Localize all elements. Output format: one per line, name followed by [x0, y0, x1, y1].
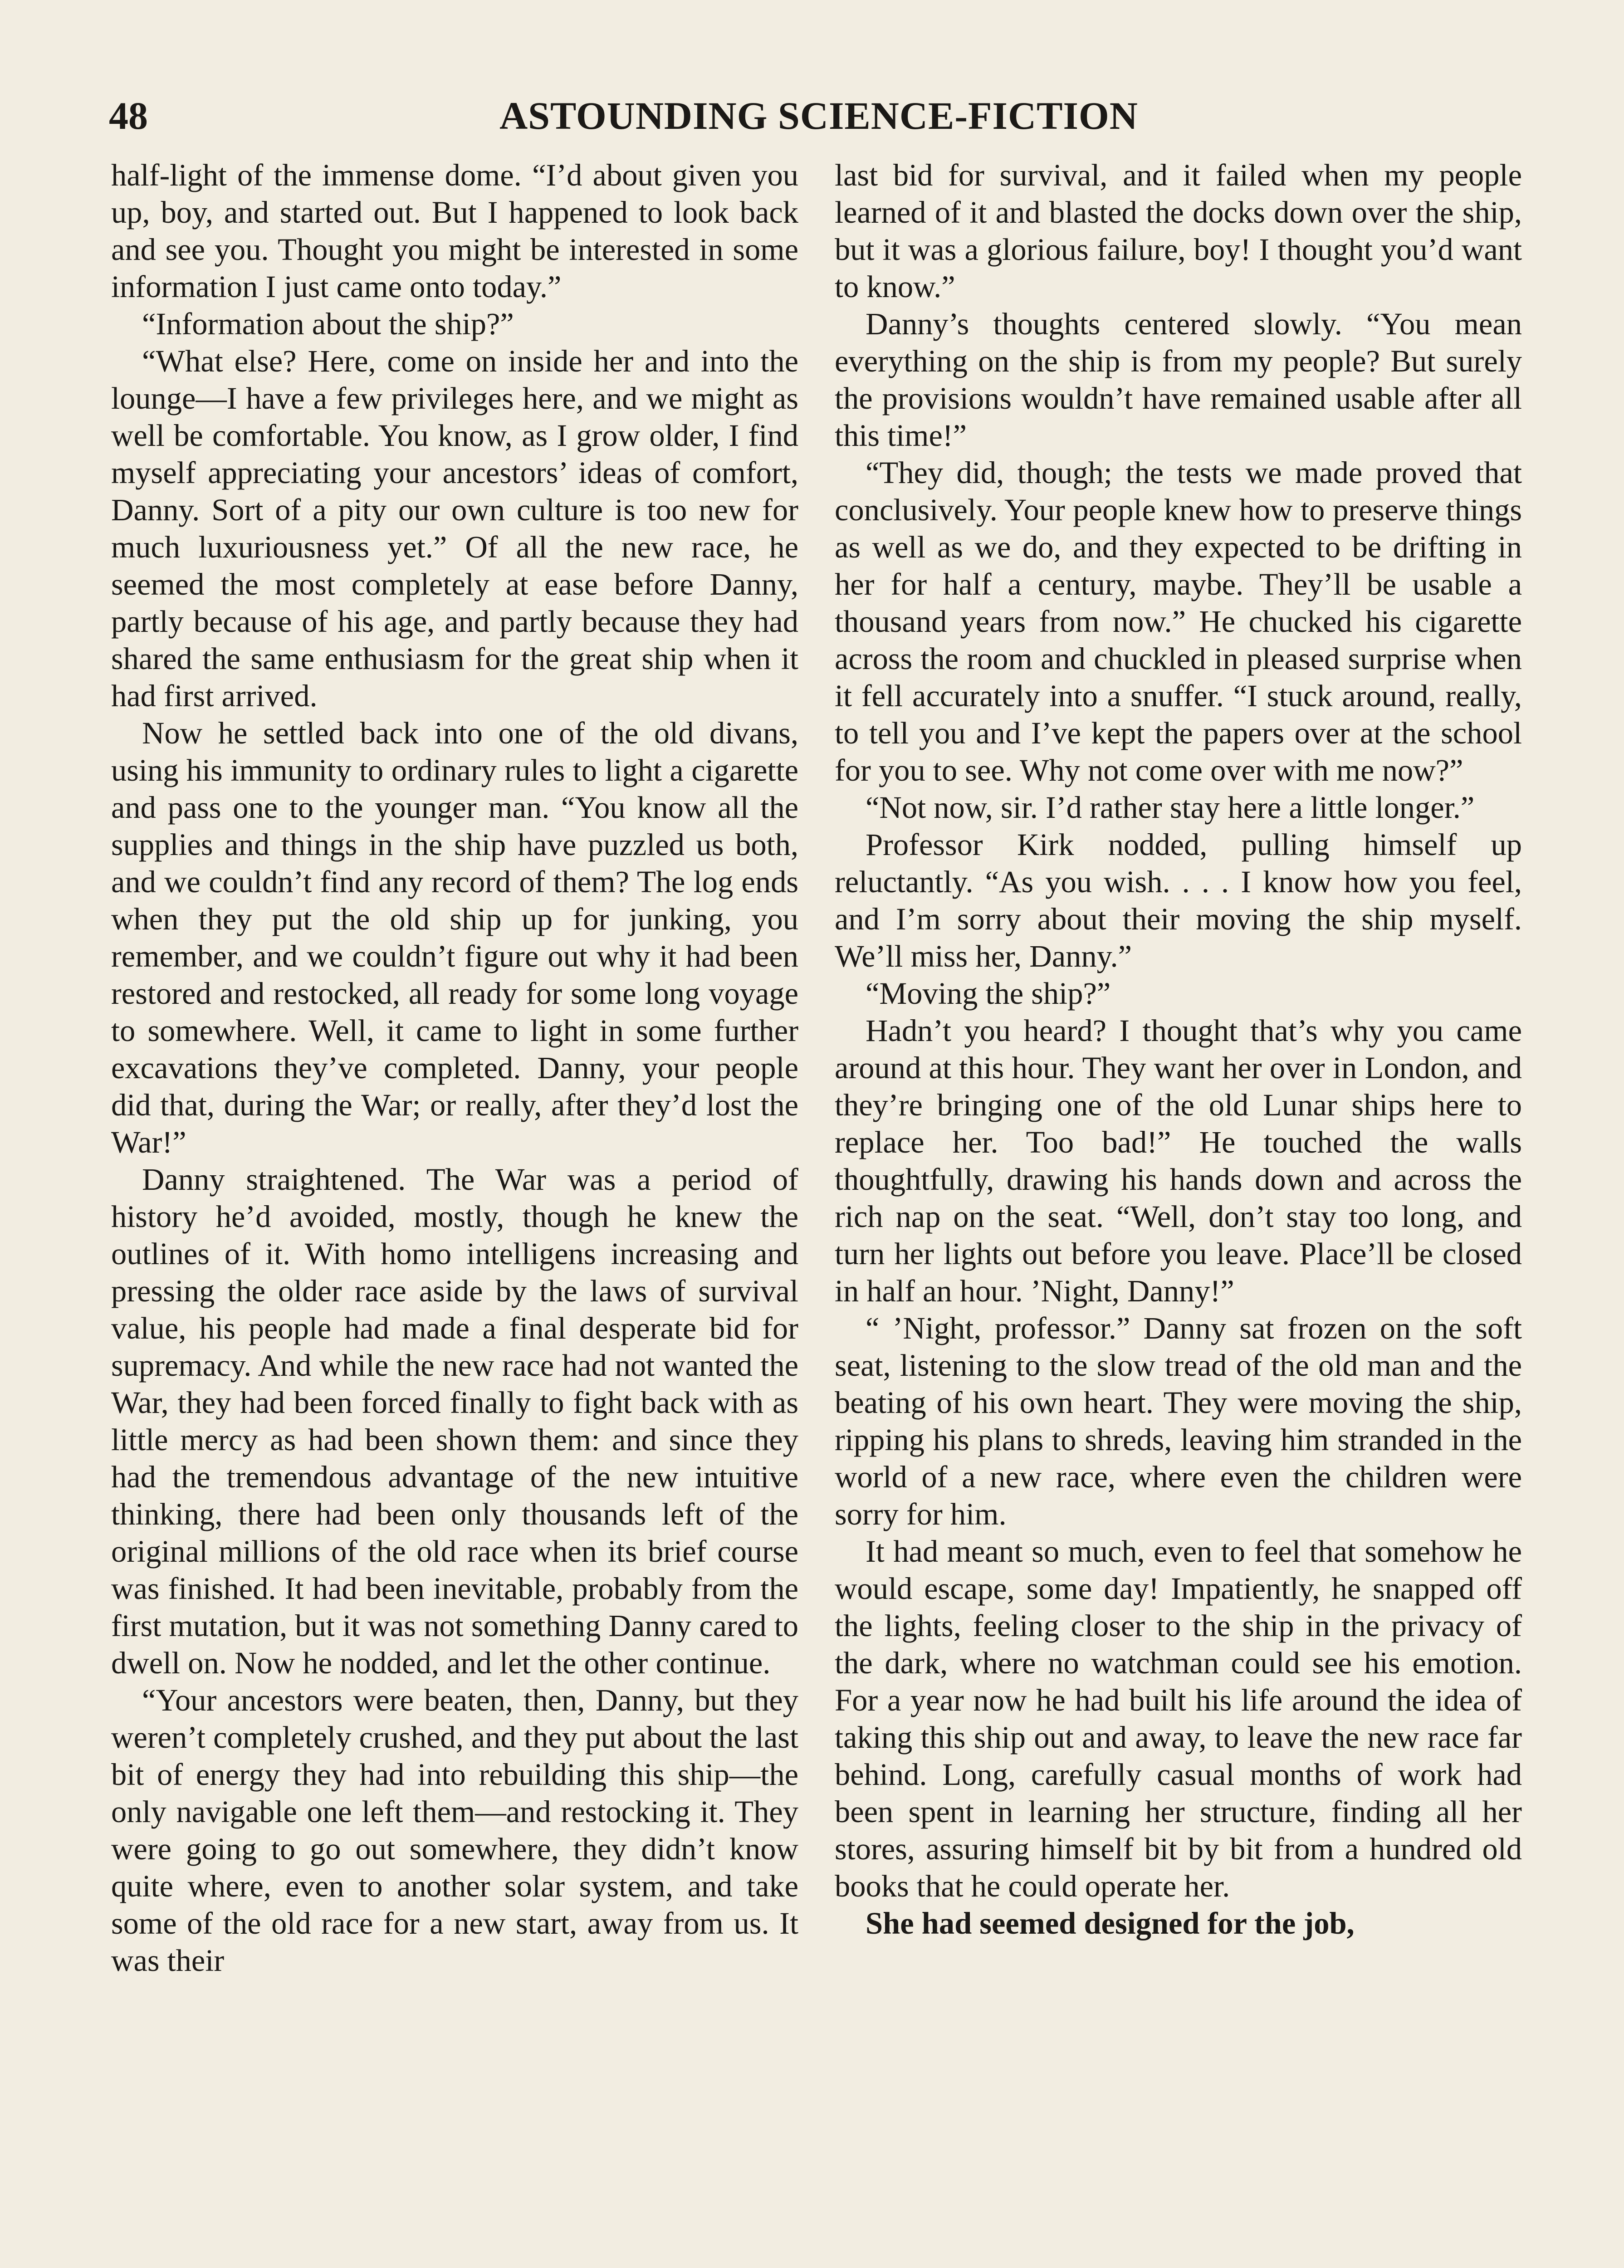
paragraph: “What else? Here, come on inside her and into the lounge—I have a few privileges here, and we might as well be comfortable. You know, as I grow older, I find myself appreciating your ancestors’ ideas of comfort, Danny. Sort of a pity our own culture is too new for much luxuriousness yet.” Of all the new race, he seemed the most completely at ease before Danny, partly because of his age, and partly because they had shared the same enthusiasm for the great ship when it had first arrived.: [111, 344, 798, 713]
page-number: 48: [109, 94, 148, 137]
paragraph: “Information about the ship?”: [142, 307, 514, 341]
paragraph: “They did, though; the tests we made proved that conclusively. Your people knew how to preserve things as well as we do, and they expected to be drifting in her for half a century, maybe. They’ll be usable a thousand years from now.” He chucked his cigarette across the room and chuckled in pleased surprise when it fell accurately into a snuffer. “I stuck around, really, to tell you and I’ve kept the papers over at the school for you to see. Why not come over with me now?”: [835, 455, 1522, 787]
paragraph: She had seemed designed for the job,: [866, 1906, 1355, 1941]
paragraph: “ ’Night, professor.” Danny sat frozen on the soft seat, listening to the slow tread of the old man and the beating of his own heart. They were moving the ship, ripping his plans to shreds, leaving him stranded in the world of a new race, where even the children were sorry for him.: [835, 1311, 1522, 1531]
paragraph: Danny straightened. The War was a period of history he’d avoided, mostly, though he knew the outlines of it. With homo intelligens increasing and pressing the older race aside by the laws of survival value, his people had made a final desperate bid for supremacy. And while the new race had not wanted the War, they had been forced finally to fight back with as little mercy as had been shown them: and since they had the tremendous advantage of the new intuitive thinking, there had been only thousands left of the original millions of the old race when its brief course was finished. It had been inevitable, probably from the first mutation, but it was not something Danny cared to dwell on. Now he nodded, and let the other continue.: [111, 1162, 798, 1680]
paragraph: “Not now, sir. I’d rather stay here a little longer.”: [866, 790, 1475, 825]
paragraph: half-light of the immense dome. “I’d about given you up, boy, and started out. But I happened to look back and see you. Thought you might be interested in some information I just came onto today.”: [111, 158, 798, 304]
paragraph: Professor Kirk nodded, pulling himself up reluctantly. “As you wish. . . . I know how you feel, and I’m sorry about their moving the ship myself. We’ll miss her, Danny.”: [835, 827, 1522, 973]
paragraph: Now he settled back into one of the old divans, using his immunity to ordinary rules to light a cigarette and pass one to the younger man. “You know all the supplies and things in the ship have puzzled us both, and we couldn’t find any record of them? The log ends when they put the old ship up for junking, you remember, and we couldn’t figure out why it had been restored and restocked, all ready for some long voyage to somewhere. Well, it came to light in some further excavations they’ve completed. Danny, your people did that, during the War; or really, after they’d lost the War!”: [111, 716, 798, 1159]
page-header: [109, 91, 1529, 141]
running-title: ASTOUNDING SCIENCE-FICTION: [499, 94, 1138, 137]
paragraph: Hadn’t you heard? I thought that’s why you came around at this hour. They want her over in London, and they’re bringing one of the old Lunar ships here to replace her. Too bad!” He touched the walls thoughtfully, drawing his hands down and across the rich nap on the seat. “Well, don’t stay too long, and turn her lights out before you leave. Place’ll be closed in half an hour. ’Night, Danny!”: [835, 1013, 1522, 1308]
paragraph: “Moving the ship?”: [866, 976, 1111, 1011]
right-column: [835, 156, 1522, 1942]
paragraph: “Your ancestors were beaten, then, Danny, but they weren’t completely crushed, and they put about the last bit of energy they had into rebuilding this ship—the only navigable one left them—and restocking it. They were going to go out somewhere, they didn’t know quite where, even to another solar system, and take some of the old race for a new start, away from us. It was their: [111, 1683, 798, 1978]
paragraph: last bid for survival, and it failed when my people learned of it and blasted the docks down over the ship, but it was a glorious failure, boy! I thought you’d want to know.”: [835, 158, 1522, 304]
left-column: [111, 156, 798, 1979]
paragraph: It had meant so much, even to feel that somehow he would escape, some day! Impatiently, he snapped off the lights, feeling closer to the ship in the privacy of the dark, where no watchman could see his emotion. For a year now he had built his life around the idea of taking this ship out and away, to leave the new race far behind. Long, carefully casual months of work had been spent in learning her structure, finding all her stores, assuring himself bit by bit from a hundred old books that he could operate her.: [835, 1534, 1522, 1903]
paragraph: Danny’s thoughts centered slowly. “You mean everything on the ship is from my people? But surely the provisions wouldn’t have remained usable after all this time!”: [835, 307, 1522, 453]
